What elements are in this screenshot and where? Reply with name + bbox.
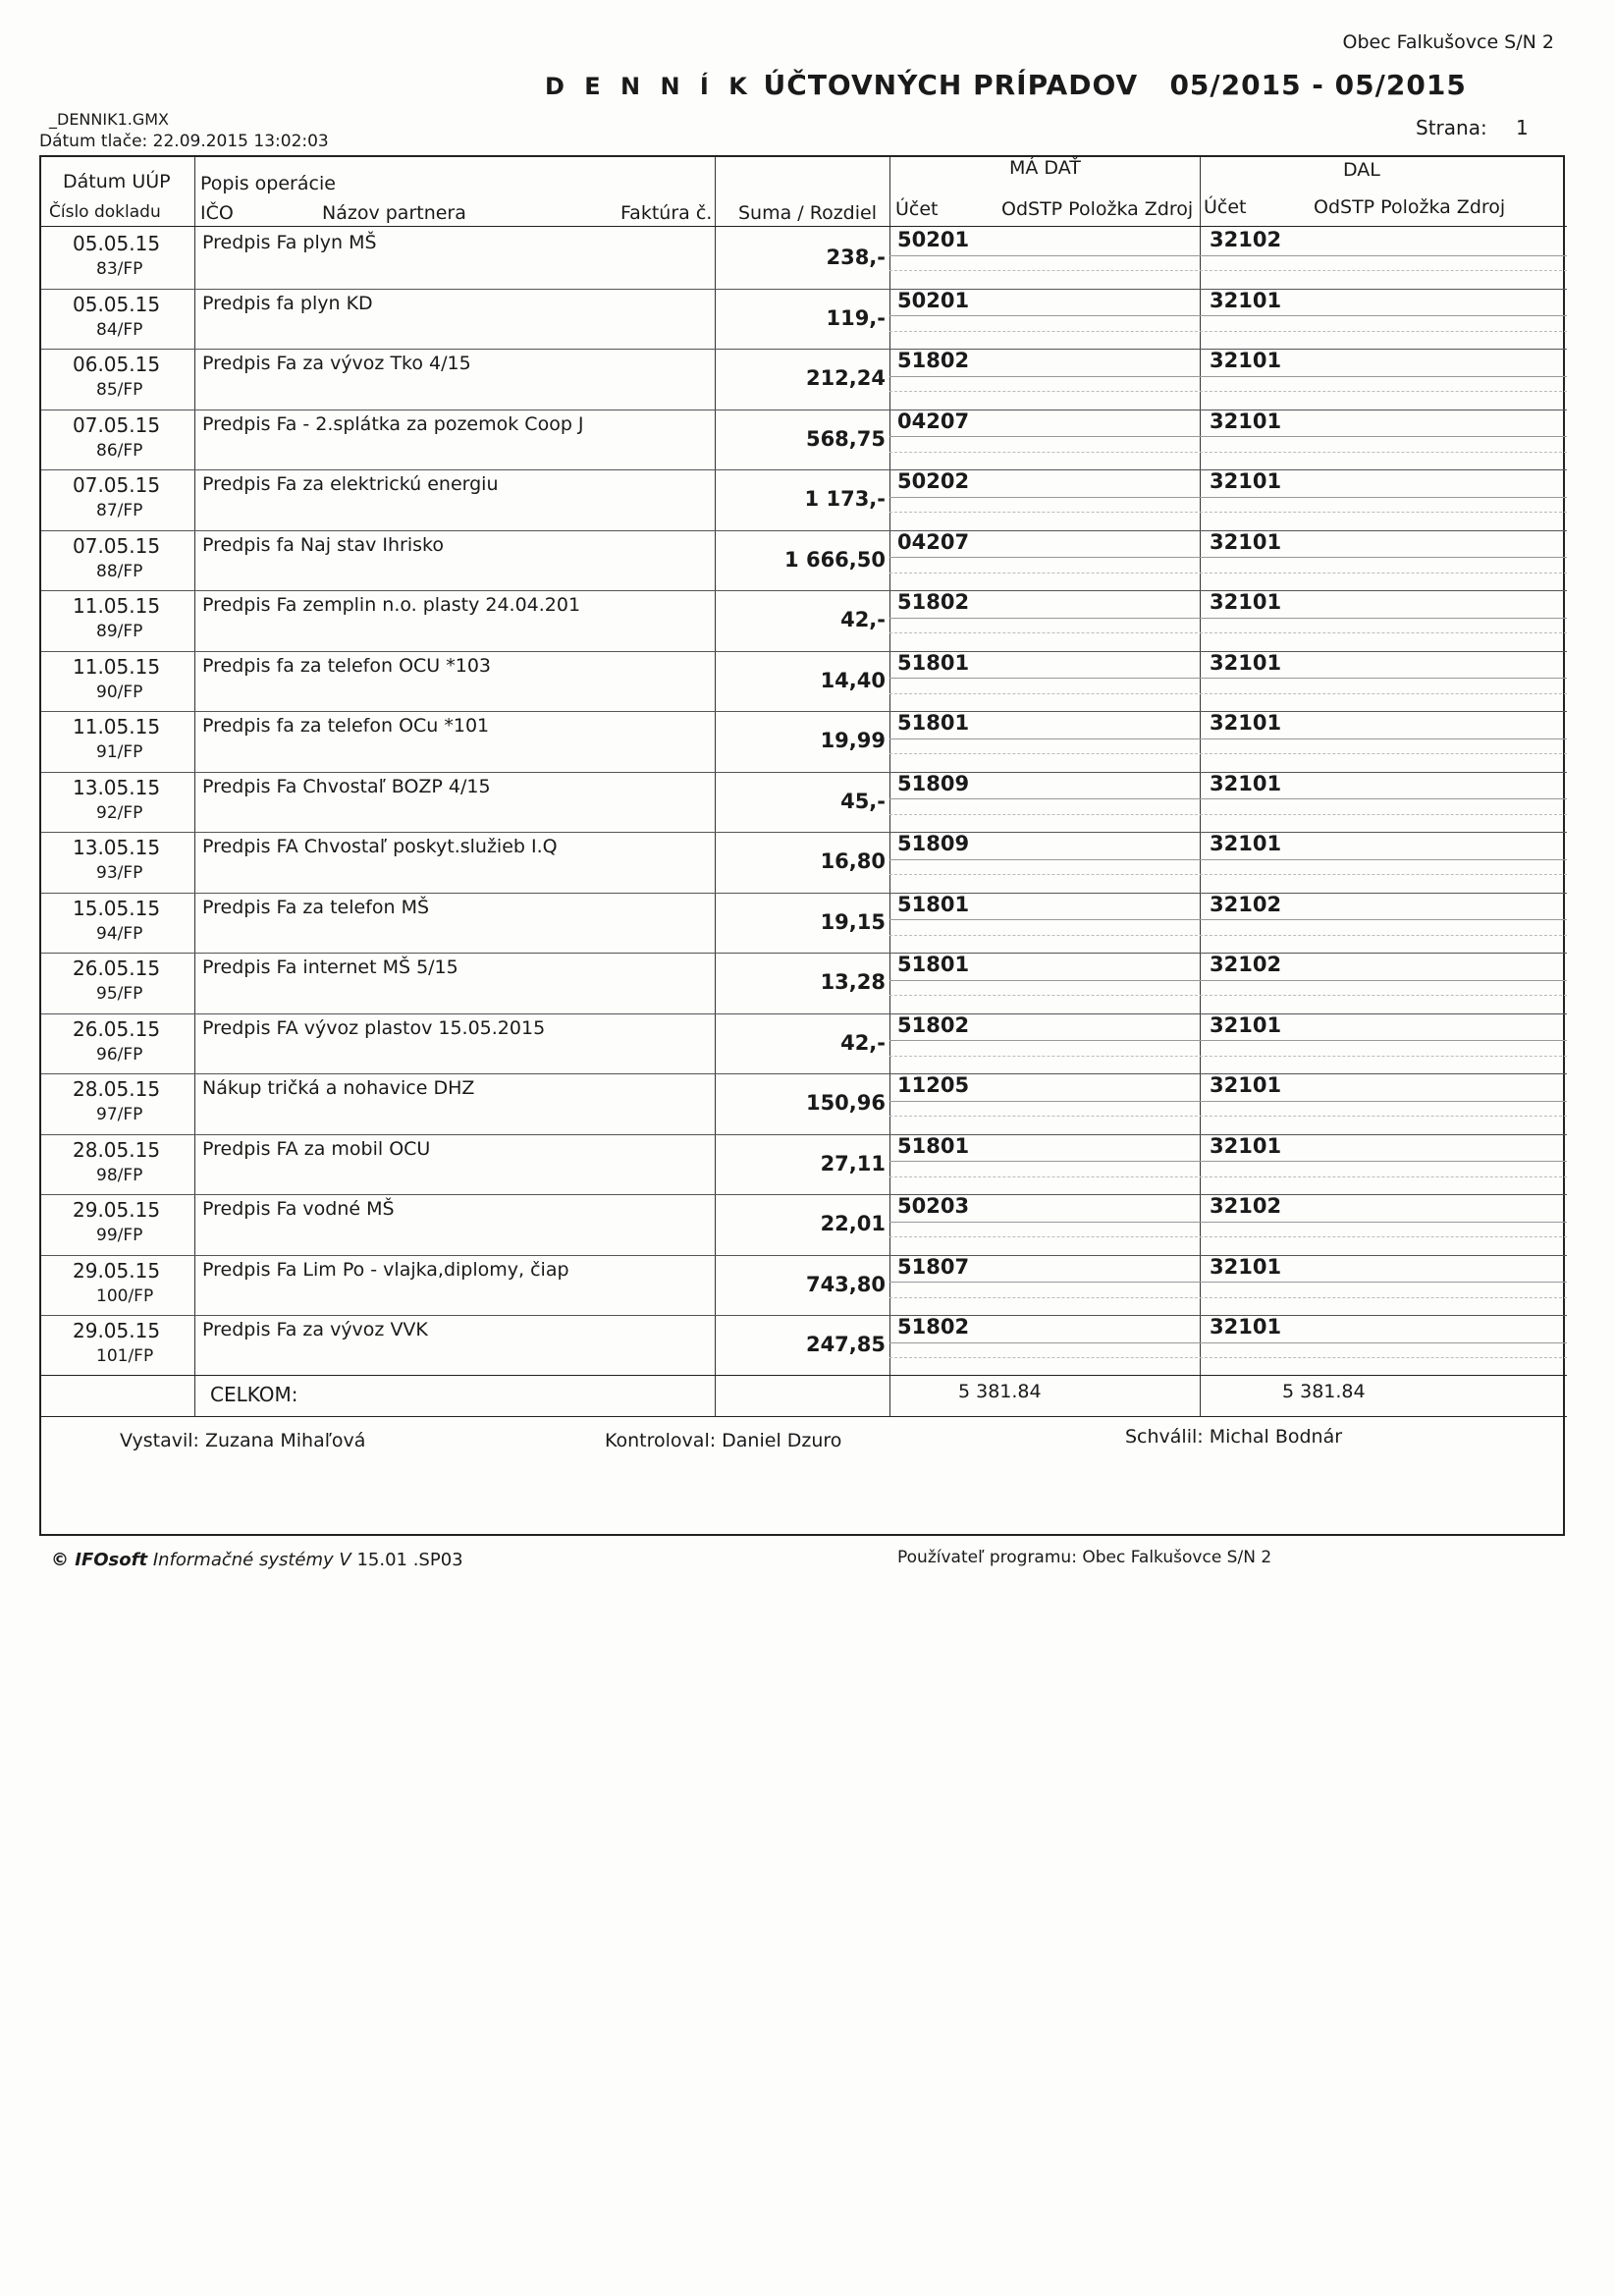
table-row: [41, 1255, 1567, 1316]
row-date: 05.05.15: [73, 232, 161, 255]
row-amount: 247,85: [805, 1333, 886, 1356]
row-debit-account: 51802: [897, 1315, 970, 1339]
row-description: Predpis Fa internet MŠ 5/15: [202, 957, 458, 978]
row-credit-account: 32101: [1210, 590, 1282, 614]
row-debit-account: 11205: [897, 1073, 970, 1097]
row-credit-account: 32101: [1210, 1315, 1282, 1339]
row-doc-number: 101/FP: [96, 1346, 154, 1366]
row-doc-number: 92/FP: [96, 802, 143, 823]
row-date: 29.05.15: [73, 1258, 161, 1283]
row-description: Predpis Fa za vývoz VVK: [202, 1319, 428, 1340]
row-doc-number: 93/FP: [96, 863, 143, 883]
debit-account-header: Účet: [895, 198, 939, 220]
credit-details-header: OdSTP Položka Zdroj: [1314, 196, 1506, 218]
row-date: 26.05.15: [73, 1016, 161, 1041]
row-date: 07.05.15: [73, 473, 161, 497]
row-amount: 19,15: [820, 909, 886, 934]
table-row: [41, 410, 1567, 470]
software-version: 15.01 .SP03: [356, 1550, 463, 1570]
document-title: [545, 69, 1467, 101]
row-date: 11.05.15: [73, 654, 161, 679]
row-debit-account: 04207: [897, 409, 970, 433]
debit-total: 5 381.84: [958, 1381, 1042, 1402]
row-credit-account: 32101: [1210, 349, 1282, 372]
table-row: [41, 711, 1567, 772]
row-credit-account: 32101: [1210, 832, 1282, 855]
table-row: [41, 832, 1567, 893]
row-amount: 1 666,50: [784, 547, 886, 572]
row-description: Predpis Fa za vývoz Tko 4/15: [202, 353, 471, 374]
row-debit-account: 51801: [897, 953, 970, 976]
row-date: 07.05.15: [73, 533, 161, 558]
row-amount: 14,40: [820, 668, 886, 692]
software-brand: © IFOsoft: [51, 1550, 148, 1570]
table-row: [41, 1315, 1567, 1376]
row-doc-number: 99/FP: [96, 1226, 143, 1245]
row-description: Predpis fa Naj stav Ihrisko: [202, 533, 444, 556]
row-amount: 13,28: [820, 970, 886, 994]
row-date: 13.05.15: [73, 836, 161, 859]
issued-by: Vystavil: Zuzana Mihaľová: [120, 1430, 366, 1451]
debit-group-header: MÁ DAŤ: [1009, 157, 1081, 179]
row-debit-account: 50202: [897, 469, 970, 493]
row-credit-account: 32101: [1210, 1012, 1282, 1037]
row-debit-account: 04207: [897, 529, 970, 554]
approved-by: Schválil: Michal Bodnár: [1125, 1426, 1343, 1448]
table-row: [41, 349, 1567, 410]
row-doc-number: 95/FP: [96, 984, 143, 1004]
row-credit-account: 32101: [1210, 409, 1282, 433]
col-description-header: Popis operácie: [200, 173, 336, 194]
table-row: [41, 1073, 1567, 1134]
row-description: Predpis Fa za telefon MŠ: [202, 896, 430, 918]
row-date: 15.05.15: [73, 896, 161, 920]
credit-group-header: DAL: [1343, 159, 1380, 181]
row-debit-account: 51801: [897, 650, 970, 675]
row-description: Predpis FA za mobil OCU: [202, 1137, 431, 1160]
col-partner-header: Názov partnera: [322, 202, 466, 224]
row-credit-account: 32102: [1210, 1194, 1282, 1218]
row-amount: 1 173,-: [804, 487, 886, 511]
row-doc-number: 85/FP: [96, 380, 143, 400]
col-date-header: Dátum UÚP: [63, 171, 171, 192]
row-description: Nákup tričká a nohavice DHZ: [202, 1077, 475, 1099]
table-row: [41, 1134, 1567, 1195]
row-description: Predpis Fa - 2.splátka za pozemok Coop J: [202, 412, 584, 435]
row-description: Predpis Fa Lim Po - vlajka,diplomy, čiap: [202, 1258, 569, 1281]
totals-label: CELKOM:: [210, 1383, 298, 1406]
row-credit-account: 32102: [1210, 953, 1282, 976]
program-user: Používateľ programu: Obec Falkušovce S/N 2: [897, 1548, 1272, 1567]
row-amount: 568,75: [805, 426, 886, 451]
row-credit-account: 32101: [1210, 529, 1282, 554]
table-row: [41, 953, 1567, 1013]
row-date: 28.05.15: [73, 1077, 161, 1101]
row-debit-account: 51801: [897, 892, 970, 916]
row-credit-account: 32101: [1210, 1254, 1282, 1279]
row-doc-number: 90/FP: [96, 682, 143, 702]
title-period: 05/2015 - 05/2015: [1169, 69, 1467, 101]
software-product: Informačné systémy V: [152, 1550, 351, 1570]
row-description: Predpis Fa za elektrickú energiu: [202, 473, 499, 495]
row-doc-number: 100/FP: [96, 1285, 154, 1306]
row-date: 13.05.15: [73, 775, 161, 799]
row-doc-number: 97/FP: [96, 1105, 143, 1124]
software-footer: [51, 1550, 463, 1570]
row-amount: 42,-: [840, 1030, 886, 1055]
col-doc-header: Číslo dokladu: [49, 202, 161, 222]
row-debit-account: 50201: [897, 288, 970, 312]
page-label: Strana:: [1416, 116, 1487, 139]
row-date: 06.05.15: [73, 353, 161, 376]
credit-total: 5 381.84: [1282, 1381, 1366, 1402]
row-credit-account: 32101: [1210, 1073, 1282, 1097]
table-row: [41, 893, 1567, 954]
table-row: [41, 228, 1567, 289]
row-debit-account: 51809: [897, 832, 970, 855]
row-doc-number: 91/FP: [96, 742, 143, 762]
row-description: Predpis Fa vodné MŠ: [202, 1198, 395, 1220]
row-amount: 27,11: [820, 1151, 886, 1175]
table-row: [41, 1013, 1567, 1074]
col-ico-header: IČO: [200, 202, 234, 224]
col-amount-header: Suma / Rozdiel: [738, 202, 877, 224]
row-debit-account: 51802: [897, 590, 970, 614]
row-debit-account: 51809: [897, 771, 970, 795]
row-doc-number: 88/FP: [96, 561, 143, 581]
debit-details-header: OdSTP Položka Zdroj: [1001, 198, 1194, 220]
row-date: 29.05.15: [73, 1319, 161, 1342]
ledger-table: [39, 155, 1565, 1536]
row-date: 26.05.15: [73, 957, 161, 980]
row-amount: 16,80: [820, 849, 886, 873]
row-date: 07.05.15: [73, 412, 161, 437]
file-name: _DENNIK1.GMX: [49, 110, 170, 129]
row-amount: 238,-: [826, 246, 886, 269]
row-date: 29.05.15: [73, 1198, 161, 1222]
row-amount: 22,01: [820, 1212, 886, 1235]
row-doc-number: 98/FP: [96, 1165, 143, 1185]
row-credit-account: 32101: [1210, 288, 1282, 312]
row-debit-account: 51807: [897, 1254, 970, 1279]
page-number: 1: [1516, 116, 1529, 139]
title-main: ÚČTOVNÝCH PRÍPADOV: [763, 69, 1139, 101]
row-date: 11.05.15: [73, 715, 161, 738]
row-debit-account: 51802: [897, 1012, 970, 1037]
row-debit-account: 50201: [897, 228, 970, 251]
row-credit-account: 32101: [1210, 650, 1282, 675]
row-description: Predpis fa za telefon OCu *101: [202, 715, 490, 737]
row-debit-account: 50203: [897, 1194, 970, 1218]
credit-account-header: Účet: [1204, 196, 1247, 218]
row-description: Predpis Fa plyn MŠ: [202, 232, 377, 253]
row-doc-number: 87/FP: [96, 501, 143, 520]
row-debit-account: 51801: [897, 711, 970, 735]
organization-name: Obec Falkušovce S/N 2: [1342, 31, 1554, 53]
table-row: [41, 590, 1567, 651]
table-row: [41, 772, 1567, 833]
checked-by: Kontroloval: Daniel Dzuro: [605, 1430, 842, 1451]
row-credit-account: 32102: [1210, 228, 1282, 251]
row-amount: 19,99: [820, 729, 886, 752]
row-description: Predpis fa za telefon OCU *103: [202, 654, 492, 677]
row-description: Predpis fa plyn KD: [202, 292, 373, 314]
row-credit-account: 32102: [1210, 892, 1282, 916]
row-date: 05.05.15: [73, 292, 161, 316]
row-amount: 743,80: [805, 1272, 886, 1296]
table-row: [41, 651, 1567, 712]
row-description: Predpis FA vývoz plastov 15.05.2015: [202, 1016, 546, 1039]
table-row: [41, 289, 1567, 350]
row-doc-number: 84/FP: [96, 319, 143, 340]
col-invoice-header: Faktúra č.: [620, 202, 713, 224]
row-credit-account: 32101: [1210, 469, 1282, 493]
row-amount: 150,96: [805, 1091, 886, 1115]
row-debit-account: 51802: [897, 349, 970, 372]
row-credit-account: 32101: [1210, 771, 1282, 795]
row-date: 28.05.15: [73, 1137, 161, 1162]
row-description: Predpis Fa zemplin n.o. plasty 24.04.201: [202, 594, 581, 616]
title-lead: D E N N Í K: [545, 73, 753, 100]
row-credit-account: 32101: [1210, 1133, 1282, 1158]
row-amount: 45,-: [840, 789, 886, 813]
table-row: [41, 1194, 1567, 1255]
row-credit-account: 32101: [1210, 711, 1282, 735]
row-amount: 42,-: [840, 608, 886, 631]
row-amount: 119,-: [826, 305, 886, 330]
row-doc-number: 96/FP: [96, 1044, 143, 1065]
row-description: Predpis Fa Chvostaľ BOZP 4/15: [202, 775, 491, 797]
table-row: [41, 530, 1567, 591]
row-debit-account: 51801: [897, 1133, 970, 1158]
table-row: [41, 469, 1567, 530]
print-date: Dátum tlače: 22.09.2015 13:02:03: [39, 132, 329, 151]
row-doc-number: 94/FP: [96, 923, 143, 944]
row-description: Predpis FA Chvostaľ poskyt.služieb I.Q: [202, 836, 558, 857]
row-amount: 212,24: [805, 366, 886, 390]
row-doc-number: 83/FP: [96, 259, 143, 279]
row-doc-number: 86/FP: [96, 440, 143, 461]
row-doc-number: 89/FP: [96, 622, 143, 641]
row-date: 11.05.15: [73, 594, 161, 618]
